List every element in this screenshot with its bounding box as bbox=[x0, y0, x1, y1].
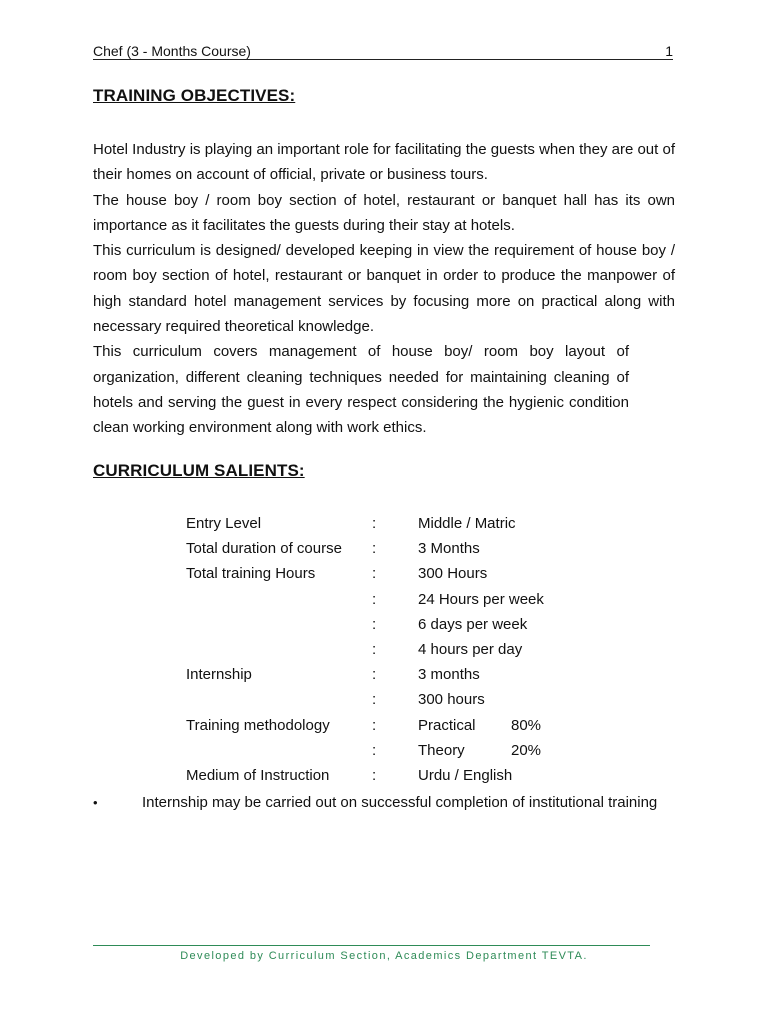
salient-extra: 80% bbox=[511, 716, 542, 734]
salient-label: Medium of Instruction bbox=[186, 766, 330, 784]
salient-value: 300 Hours bbox=[418, 565, 488, 583]
salient-label: Internship bbox=[186, 666, 252, 684]
salient-row bbox=[186, 536, 666, 561]
salient-colon: : bbox=[372, 666, 377, 684]
page-number: 1 bbox=[665, 43, 673, 59]
internship-note-text: Internship may be carried out on successful completion of institutional training bbox=[142, 794, 658, 811]
salients-table bbox=[186, 511, 666, 788]
salient-colon: : bbox=[372, 515, 377, 532]
salient-colon: : bbox=[372, 741, 377, 759]
salient-value: 4 hours per day bbox=[418, 640, 523, 658]
salient-value: Middle / Matric bbox=[418, 515, 516, 532]
objective-paragraph: Hotel Industry is playing an important role for facilitating the guests when they are out of their homes on account of official, private or business tours. bbox=[93, 141, 675, 184]
salient-label: Entry Level bbox=[186, 515, 262, 532]
salient-colon: : bbox=[372, 766, 377, 784]
salient-row bbox=[186, 713, 666, 738]
objective-paragraph: This curriculum covers management of house boy/ room boy layout of organization, different cleaning techniques needed for maintaining cleaning of hotels and serving the guest in every respect considering the hygienic condition clean working environment along with work ethics. bbox=[93, 343, 629, 437]
salient-row bbox=[186, 763, 666, 788]
training-objectives-body bbox=[93, 137, 675, 441]
course-title: Chef (3 - Months Course) bbox=[93, 43, 251, 59]
salient-row bbox=[186, 662, 666, 687]
salient-row bbox=[186, 637, 666, 662]
salient-row bbox=[186, 687, 666, 712]
salient-label: Total training Hours bbox=[186, 565, 316, 583]
salient-colon: : bbox=[372, 565, 377, 583]
objective-paragraph: This curriculum is designed/ developed keeping in view the requirement of house boy / room boy section of hotel, restaurant or banquet in order to produce the manpower of high standard hotel management services by focusing more on practical along with necessary required theoretical knowledge. bbox=[93, 242, 675, 336]
salient-colon: : bbox=[372, 716, 377, 734]
salient-value: 24 Hours per week bbox=[418, 590, 544, 608]
salient-row bbox=[186, 561, 666, 586]
curriculum-salients-heading: CURRICULUM SALIENTS: bbox=[93, 461, 305, 480]
salient-colon: : bbox=[372, 640, 377, 658]
salient-colon: : bbox=[372, 615, 377, 633]
bullet-icon: • bbox=[93, 795, 98, 810]
salient-label: Training methodology bbox=[186, 716, 330, 734]
salient-value: 300 hours bbox=[418, 691, 485, 709]
footer-text: Developed by Curriculum Section, Academics Department TEVTA. bbox=[180, 950, 588, 962]
page-header bbox=[93, 43, 673, 60]
salient-colon: : bbox=[372, 590, 377, 608]
salient-row bbox=[186, 587, 666, 612]
objective-paragraph: The house boy / room boy section of hotel, restaurant or banquet hall has its own importance as it facilitates the guests during their stay at hotels. bbox=[93, 191, 675, 234]
salient-value: Urdu / English bbox=[418, 766, 513, 784]
salient-extra: 20% bbox=[511, 741, 542, 759]
salient-value: 3 months bbox=[418, 666, 480, 684]
salient-value: 6 days per week bbox=[418, 615, 528, 633]
salient-colon: : bbox=[372, 540, 377, 558]
training-objectives-heading: TRAINING OBJECTIVES: bbox=[93, 86, 296, 105]
salient-value: Practical bbox=[418, 716, 476, 734]
salient-row bbox=[186, 738, 666, 763]
salient-row bbox=[186, 612, 666, 637]
footer-divider bbox=[93, 945, 650, 946]
salient-label: Total duration of course bbox=[186, 540, 342, 558]
salient-colon: : bbox=[372, 691, 377, 709]
salient-row bbox=[186, 511, 666, 536]
salient-value: Theory bbox=[418, 741, 465, 759]
salient-value: 3 Months bbox=[418, 540, 480, 558]
